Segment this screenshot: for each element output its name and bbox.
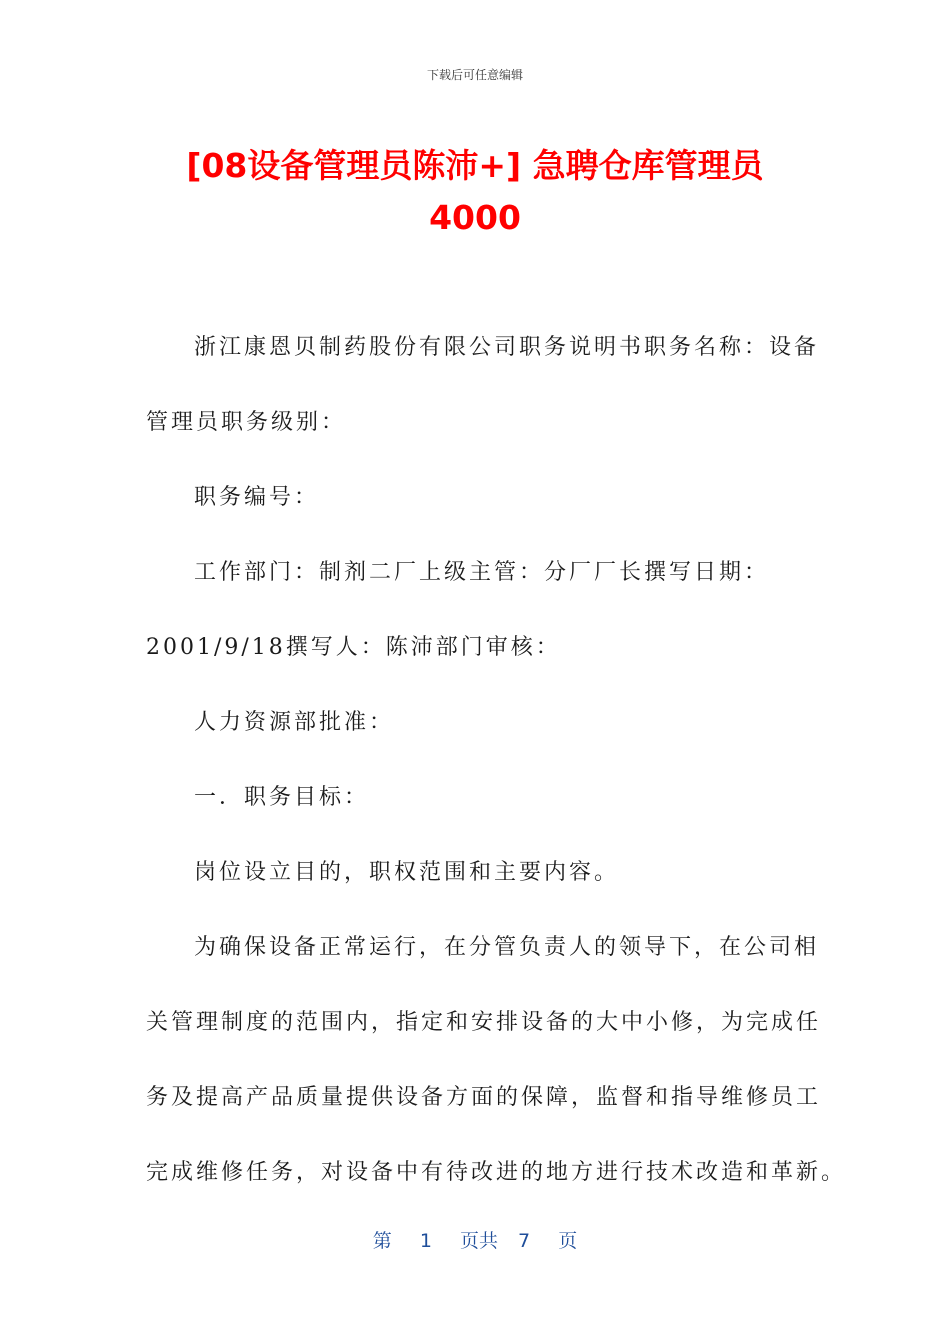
paragraph-line: 工作部门：制剂二厂上级主管：分厂厂长撰写日期： xyxy=(194,560,770,585)
footer-page-number: 1 xyxy=(419,1230,432,1252)
title-line-2: 4000 xyxy=(429,198,521,237)
footer-ye-gong: 页共 xyxy=(459,1230,498,1252)
footer-ye: 页 xyxy=(558,1230,578,1252)
paragraph-line: 职务编号： xyxy=(194,485,320,510)
paragraph-line: 完成维修任务，对设备中有待改进的地方进行技术改造和革新。 xyxy=(146,1160,847,1185)
title-line-1: [08设备管理员陈沛+] 急聘仓库管理员 xyxy=(186,146,764,185)
paragraph-line: 2001/9/18撰写人：陈沛部门审核： xyxy=(146,635,561,660)
paragraph-line: 关管理制度的范围内，指定和安排设备的大中小修，为完成任 xyxy=(146,1010,822,1035)
paragraph-line: 浙江康恩贝制药股份有限公司职务说明书职务名称：设备 xyxy=(194,335,820,360)
document-title xyxy=(140,140,810,244)
header-note: 下载后可任意编辑 xyxy=(426,68,523,82)
page-footer xyxy=(0,1226,950,1253)
paragraph-line: 管理员职务级别： xyxy=(146,410,347,435)
paragraph-line: 一．职务目标： xyxy=(194,785,370,810)
footer-di: 第 xyxy=(372,1230,392,1252)
paragraph-line: 为确保设备正常运行，在分管负责人的领导下，在公司相 xyxy=(194,935,820,960)
paragraph-line: 岗位设立目的，职权范围和主要内容。 xyxy=(194,860,620,885)
paragraph-line: 务及提高产品质量提供设备方面的保障，监督和指导维修员工 xyxy=(146,1085,822,1110)
paragraph-line: 人力资源部批准： xyxy=(194,710,395,735)
footer-total-pages: 7 xyxy=(518,1230,531,1252)
